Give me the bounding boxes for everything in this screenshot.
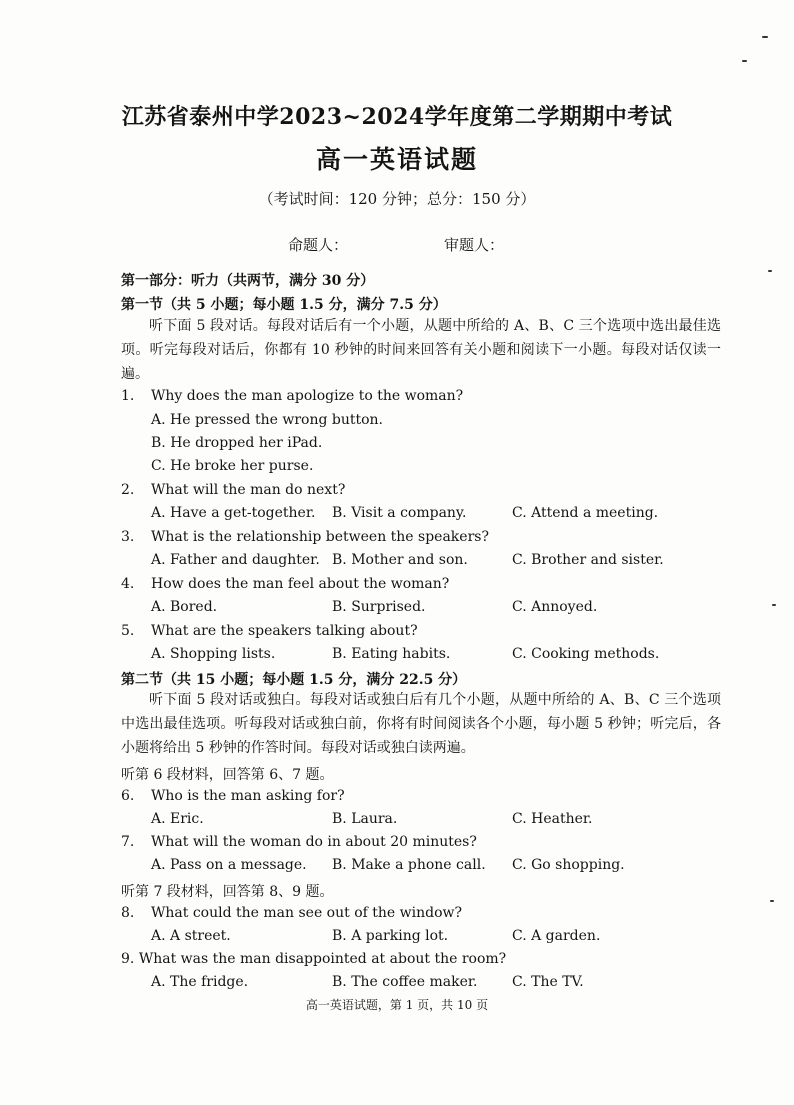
scan-speck — [762, 36, 768, 38]
reviewer-label: 审题人： — [444, 236, 505, 254]
question-number: 6. — [121, 788, 135, 804]
section1-heading: 第一节（共 5 小题；每小题 1.5 分，满分 7.5 分） — [121, 297, 447, 313]
question-6 — [121, 788, 345, 804]
question-number: 3. — [121, 529, 135, 545]
option-b: B. Laura. — [332, 811, 398, 827]
option-b: B. Surprised. — [332, 599, 426, 615]
option-c: C. A garden. — [512, 928, 601, 944]
question-text: What will the woman do in about 20 minutes? — [151, 834, 477, 850]
option-b: B. Eating habits. — [332, 646, 451, 662]
option-c: C. Cooking methods. — [512, 646, 660, 662]
question-text: Why does the man apologize to the woman? — [151, 388, 464, 404]
question-number: 1. — [121, 388, 135, 404]
scan-speck — [770, 900, 774, 902]
exam-title: 江苏省泰州中学2023~2024学年度第二学期期中考试 — [121, 104, 673, 130]
question-7 — [121, 834, 477, 850]
option-a: A. Eric. — [151, 811, 204, 827]
section1-instructions: 听下面 5 段对话。每段对话后有一个小题，从题中所给的 A、B、C 三个选项中选出最佳选项。听完每段对话后，你都有 10 秒钟的时间来回答有关小题和阅读下一小题。每段对话仅读一遍。 — [121, 318, 721, 382]
question-3 — [121, 529, 489, 545]
option-a: A. Bored. — [151, 599, 218, 615]
exam-subtitle: 高一英语试题 — [315, 145, 478, 174]
question-number: 7. — [121, 834, 135, 850]
question-number: 4. — [121, 576, 135, 592]
option-b: B. Visit a company. — [332, 505, 467, 521]
question-text: What is the relationship between the speakers? — [151, 529, 489, 545]
question-number: 9. — [121, 951, 135, 967]
setter-label: 命题人： — [288, 236, 349, 254]
option-a: A. Shopping lists. — [151, 646, 276, 662]
option-c: C. He broke her purse. — [151, 458, 314, 474]
question-number: 5. — [121, 623, 135, 639]
question-text: How does the man feel about the woman? — [151, 576, 450, 592]
option-c: C. Attend a meeting. — [512, 505, 659, 521]
part1-heading: 第一部分：听力（共两节，满分 30 分） — [121, 273, 375, 289]
question-1 — [121, 388, 463, 404]
scan-speck — [768, 270, 772, 272]
question-2 — [121, 482, 345, 498]
question-number: 8. — [121, 905, 135, 921]
question-5 — [121, 623, 418, 639]
question-text: What will the man do next? — [151, 482, 346, 498]
section2-heading: 第二节（共 15 小题；每小题 1.5 分，满分 22.5 分） — [121, 672, 467, 688]
question-9 — [121, 951, 506, 967]
exam-info: （考试时间：120 分钟；总分：150 分） — [258, 190, 536, 208]
material-cue-7: 听第 7 段材料，回答第 8、9 题。 — [121, 884, 334, 900]
option-b: B. Make a phone call. — [332, 857, 486, 873]
option-b: B. The coffee maker. — [332, 974, 478, 990]
option-c: C. Go shopping. — [512, 857, 625, 873]
scan-speck — [742, 60, 747, 62]
option-a: A. Father and daughter. — [151, 552, 320, 568]
question-number: 2. — [121, 482, 135, 498]
option-c: C. Annoyed. — [512, 599, 598, 615]
option-a: A. Pass on a message. — [151, 857, 307, 873]
question-text: What are the speakers talking about? — [151, 623, 418, 639]
option-a: A. Have a get-together. — [151, 505, 316, 521]
section2-instructions: 听下面 5 段对话或独白。每段对话或独白后有几个小题，从题中所给的 A、B、C 三个选项中选出最佳选项。听每段对话或独白前，你将有时间阅读各个小题，每小题 5 秒钟；听完后，各小题将给出 5 秒钟的作答时间。每段对话或独白读两遍。 — [121, 692, 721, 756]
material-cue-6: 听第 6 段材料，回答第 6、7 题。 — [121, 767, 334, 783]
scan-speck — [772, 604, 776, 606]
option-a: A. He pressed the wrong button. — [151, 412, 383, 428]
page-footer: 高一英语试题，第 1 页，共 10 页 — [305, 998, 489, 1012]
question-4 — [121, 576, 449, 592]
option-a: A. A street. — [151, 928, 231, 944]
option-b: B. Mother and son. — [332, 552, 468, 568]
question-text: Who is the man asking for? — [151, 788, 345, 804]
question-8 — [121, 905, 462, 921]
option-b: B. A parking lot. — [332, 928, 449, 944]
option-b: B. He dropped her iPad. — [151, 435, 323, 451]
option-c: C. Heather. — [512, 811, 593, 827]
option-c: C. Brother and sister. — [512, 552, 664, 568]
option-a: A. The fridge. — [151, 974, 249, 990]
question-text: What was the man disappointed at about the room? — [138, 951, 507, 967]
option-c: C. The TV. — [512, 974, 584, 990]
question-text: What could the man see out of the window? — [151, 905, 462, 921]
